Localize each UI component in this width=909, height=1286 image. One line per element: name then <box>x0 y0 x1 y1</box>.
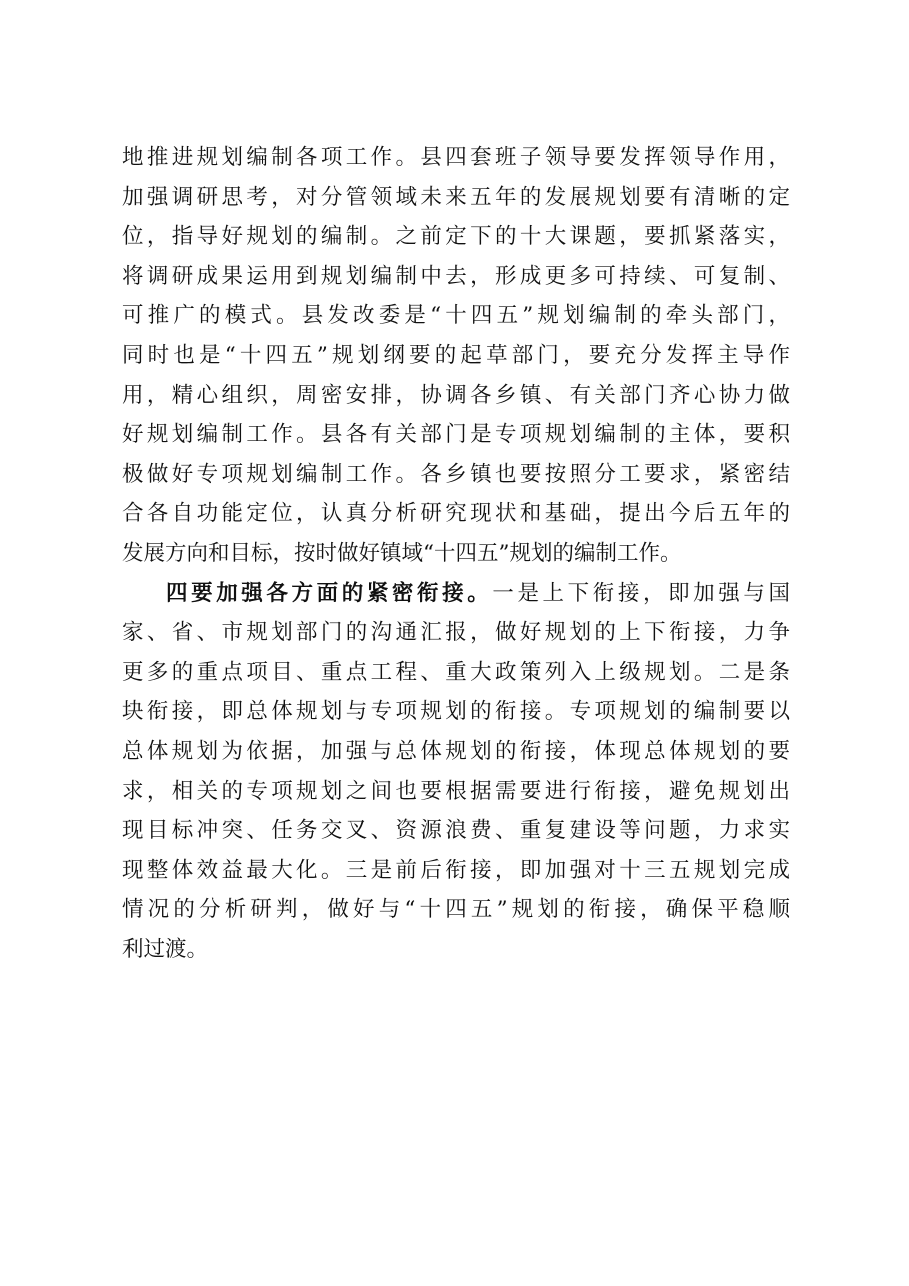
text-line: 极做好专项规划编制工作。各乡镇也要按照分工要求，紧密结 <box>122 461 790 487</box>
text-line: 利过渡。 <box>122 936 209 962</box>
text-line: 将调研成果运用到规划编制中去，形成更多可持续、可复制、 <box>122 263 790 289</box>
text-line: 家、省、市规划部门的沟通汇报，做好规划的上下衔接，力争 <box>122 620 790 646</box>
text-line: 位，指导好规划的编制。之前定下的十大课题，要抓紧落实， <box>122 224 790 250</box>
text-line: 情况的分析研判，做好与“十四五”规划的衔接，确保平稳顺 <box>122 897 790 923</box>
document-body <box>122 138 790 969</box>
text-line: 现目标冲突、任务交叉、资源浪费、重复建设等问题，力求实 <box>122 818 790 844</box>
text-line: 求，相关的专项规划之间也要根据需要进行衔接，避免规划出 <box>122 778 790 804</box>
text-line: 用，精心组织，周密安排，协调各乡镇、有关部门齐心协力做 <box>122 382 790 408</box>
text-line: 地推进规划编制各项工作。县四套班子领导要发挥领导作用， <box>122 145 790 170</box>
text-line: 加强调研思考，对分管领域未来五年的发展规划要有清晰的定 <box>122 184 790 210</box>
text-line: 好规划编制工作。县各有关部门是专项规划编制的主体，要积 <box>122 422 790 448</box>
text-line: 发展方向和目标，按时做好镇域“十四五”规划的编制工作。 <box>122 540 682 566</box>
text-line-first <box>122 574 790 614</box>
text-line: 现整体效益最大化。三是前后衔接，即加强对十三五规划完成 <box>122 857 790 883</box>
text-line: 可推广的模式。县发改委是“十四五”规划编制的牵头部门， <box>122 303 790 329</box>
text-line: 更多的重点项目、重点工程、重大政策列入上级规划。二是条 <box>122 659 790 685</box>
text-line: 块衔接，即总体规划与专项规划的衔接。专项规划的编制要以 <box>122 699 790 725</box>
text-line: 合各自功能定位，认真分析研究现状和基础，提出今后五年的 <box>122 501 790 527</box>
section-heading: 四要加强各方面的紧密衔接。 <box>166 580 493 606</box>
paragraph-coordination <box>122 574 790 970</box>
paragraph-planning-work <box>122 138 790 574</box>
text-line: 同时也是“十四五”规划纲要的起草部门，要充分发挥主导作 <box>122 342 790 368</box>
text-line: 总体规划为依据，加强与总体规划的衔接，体现总体规划的要 <box>122 738 790 764</box>
text-run: 一是上下衔接，即加强与国 <box>492 580 790 606</box>
